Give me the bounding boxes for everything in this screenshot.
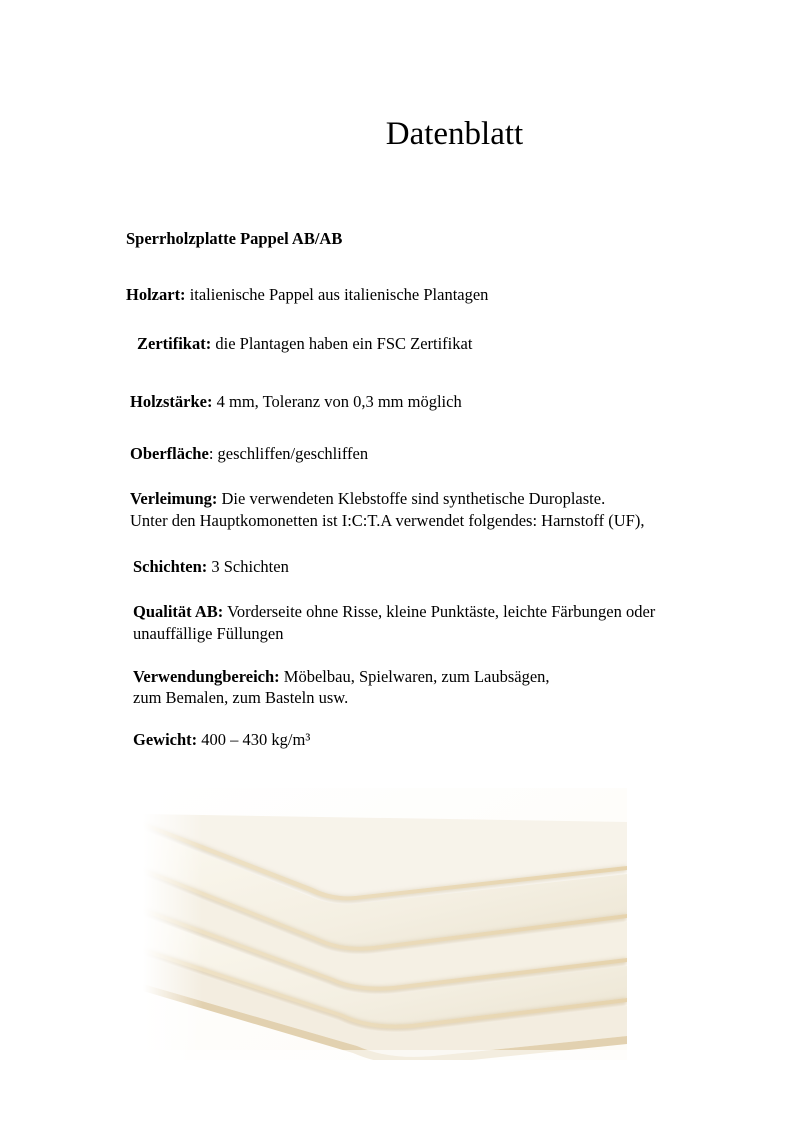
field-zertifikat: Zertifikat: die Plantagen haben ein FSC Zertifikat	[137, 334, 473, 353]
field-qualitaet-continuation: unauffällige Füllungen	[133, 624, 284, 643]
field-schichten: Schichten: 3 Schichten	[133, 557, 289, 576]
field-oberflaeche: Oberfläche: geschliffen/geschliffen	[130, 444, 369, 463]
field-verwendungbereich: Verwendungbereich: Möbelbau, Spielwaren, zum Laubsägen,	[133, 667, 550, 686]
product-name: Sperrholzplatte Pappel AB/AB	[126, 229, 343, 248]
plywood-sheets-photo	[143, 788, 627, 1060]
field-qualitaet: Qualität AB: Vorderseite ohne Risse, kleine Punktäste, leichte Färbungen oder	[133, 602, 656, 621]
field-holzstaerke: Holzstärke: 4 mm, Toleranz von 0,3 mm möglich	[130, 392, 462, 411]
field-gewicht: Gewicht: 400 – 430 kg/m³	[133, 730, 311, 749]
page-title: Datenblatt	[385, 116, 524, 152]
field-verleimung: Verleimung: Die verwendeten Klebstoffe sind synthetische Duroplaste.	[130, 489, 606, 508]
field-holzart: Holzart: italienische Pappel aus italienische Plantagen	[126, 285, 489, 304]
field-verwendungbereich-continuation: zum Bemalen, zum Basteln usw.	[133, 688, 349, 707]
field-verleimung-continuation: Unter den Hauptkomonetten ist I:C:T.A verwendet folgendes: Harnstoff (UF),	[130, 511, 645, 530]
